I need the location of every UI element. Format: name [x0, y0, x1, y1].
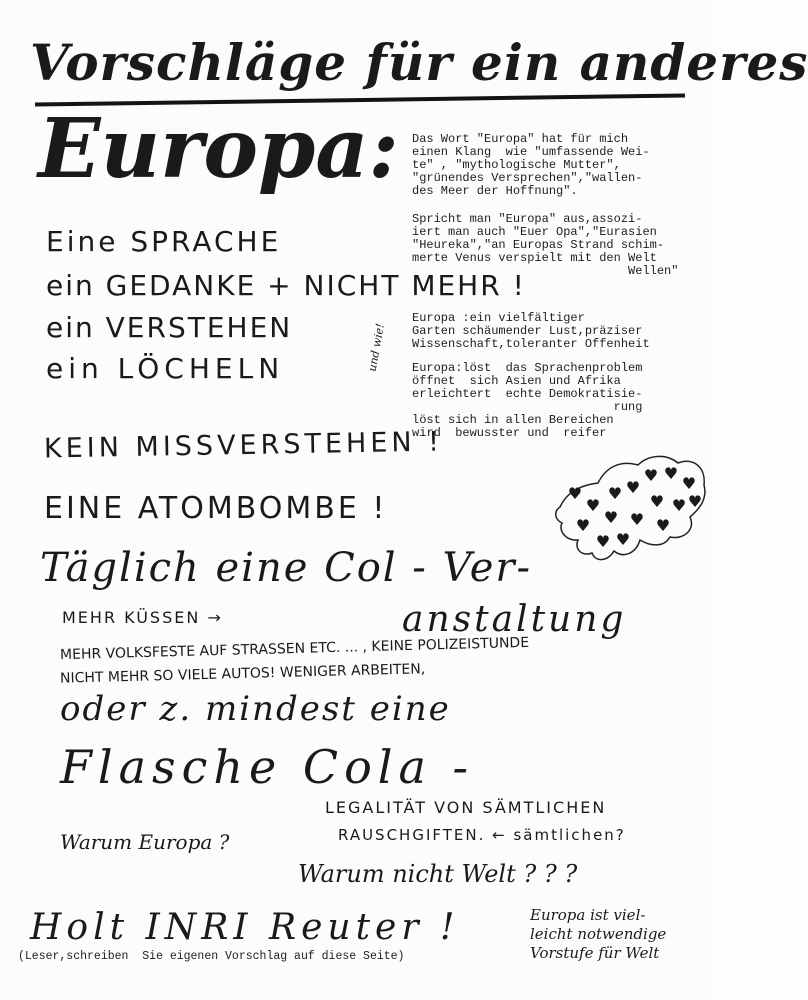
hw-rauschgiften: RAUSCHGIFTEN. ← sämtlichen?	[338, 826, 626, 844]
hw-warum-welt: Warum nicht Welt ? ? ?	[298, 860, 578, 888]
title-line-2: Europa:	[38, 101, 399, 197]
hw-line-6: EINE ATOMBOMBE !	[44, 491, 388, 526]
hw-line-8: MEHR KÜSSEN →	[62, 608, 223, 627]
hw-warum-europa: Warum Europa ?	[60, 830, 230, 854]
hw-line-11: oder z. mindest eine	[60, 689, 451, 729]
hw-signature: Holt INRI Reuter !	[30, 907, 460, 948]
typed-paragraph-1: Das Wort "Europa" hat für mich einen Klang wie "umfassende Wei- te" , "mythologische Mutter", "grünendes Versprechen","wallen- des Meer der Hoffnung".	[412, 132, 650, 198]
europe-map-drawing	[548, 445, 710, 570]
typed-paragraph-3: Europa :ein vielfältiger Garten schäumender Lust,präziser Wissenschaft,toleranter Offenheit	[412, 311, 650, 351]
title-line-1: Vorschläge für ein anderes	[30, 33, 808, 92]
hw-europa-vielleicht: Europa ist viel- leicht notwendige Vorstufe für Welt	[530, 906, 667, 962]
hw-line-10: NICHT MEHR SO VIELE AUTOS! WENIGER ARBEITEN,	[59, 661, 426, 687]
hw-legalitaet: LEGALITÄT VON SÄMTLICHEN	[325, 798, 607, 817]
footer-note: (Leser,schreiben Sie eigenen Vorschlag auf diese Seite)	[18, 950, 405, 963]
typed-paragraph-4: Europa:löst das Sprachenproblem öffnet sich Asien und Afrika erleichtert echte Demokratisie- rung löst sich in allen Bereichen wird bewusster und reifer	[412, 361, 643, 440]
typed-paragraph-2: Spricht man "Europa" aus,assozi- iert man auch "Euer Opa","Eurasien "Heureka","an Europas Strand schim- merte Venus verspielt mit den Welt Wellen"	[412, 212, 679, 278]
hw-line-5: KEIN MISSVERSTEHEN !	[43, 426, 444, 465]
hw-line-9: MEHR VOLKSFESTE AUF STRASSEN ETC. ... , KEINE POLIZEISTUNDE	[59, 634, 530, 664]
hw-line-3: ein VERSTEHEN	[46, 311, 293, 344]
hw-line-7: Täglich eine Col - Ver-	[40, 545, 533, 591]
hw-line-2: ein GEDANKE + NICHT MEHR !	[46, 269, 526, 302]
hw-line-12: Flasche Cola -	[60, 740, 475, 794]
hw-side-note: und wie!	[365, 322, 387, 373]
hw-line-1: Eine SPRACHE	[46, 225, 282, 258]
hw-line-4: ein LÖCHELN	[46, 352, 285, 385]
hw-line-8b: anstaltung	[402, 599, 627, 640]
